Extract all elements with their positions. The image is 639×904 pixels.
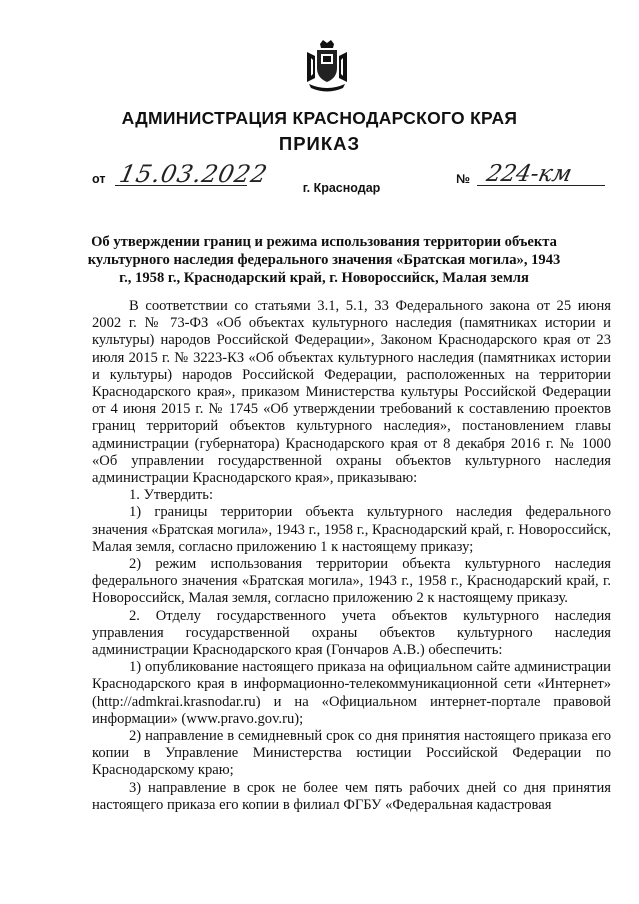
date-label: от [92, 172, 106, 186]
city-label: г. Краснодар [302, 181, 381, 195]
paragraph-item-2-3: 3) направление в срок не более чем пять рабочих дней со дня принятия настоящего приказа его копии в филиал ФГБУ «Федеральная кадастровая [92, 779, 611, 813]
document-title: Об утверждении границ и режима использования территории объекта культурного наследия федерального значения «Братская могила», 1943 г., 1958 г., Краснодарский край, г. Новороссийск, Малая земля [87, 234, 561, 286]
paragraph-item-2-1: 1) опубликование настоящего приказа на официальном сайте администрации Краснодарского края в информационно-телекоммуникационной сети «Интернет» (http://admkrai.krasnodar.ru) и на «Официальном интернет-портале правовой информации» (www.pravo.gov.ru); [92, 659, 611, 727]
coat-of-arms-icon [303, 38, 351, 94]
document-type: ПРИКАЗ [278, 133, 361, 154]
handwritten-number: 224-км [484, 161, 575, 187]
document-body [92, 298, 611, 814]
paragraph-item-2-2: 2) направление в семидневный срок со дня принятия настоящего приказа его копии в Управление Министерства юстиции Российской Федерации по Краснодарскому краю; [92, 728, 611, 779]
paragraph-preamble: В соответствии со статьями 3.1, 5.1, 33 Федерального закона от 25 июня 2002 г. № 73-ФЗ «Об объектах культурного наследия (памятниках истории и культуры) народов Российской Федерации», Законом Краснодарского края от 23 июля 2015 г. № 3223-КЗ «Об объектах культурного наследия (памятниках истории и культуры) народов Российской Федерации, расположенных на территории Краснодарского края», приказом Министерства культуры Российской Федерации от 4 июня 2015 г. № 1745 «Об утверждении требований к составлению проектов границ территорий объектов культурного наследия», постановлением главы администрации (губернатора) Краснодарского края от 8 декабря 2016 г. № 1000 «Об управлении государственной охраны объектов культурного наследия администрации Краснодарского края», приказываю: [92, 298, 611, 487]
handwritten-date: 15.03.2022 [117, 160, 271, 188]
organization-name: АДМИНИСТРАЦИЯ КРАСНОДАРСКОГО КРАЯ [121, 108, 518, 128]
number-underline [477, 185, 605, 186]
paragraph-item-1: 1. Утвердить: [129, 487, 214, 504]
paragraph-item-2: 2. Отделу государственного учета объектов культурного наследия управления государственной охраны объектов культурного наследия администрации Краснодарского края (Гончаров А.В.) обеспечить: [92, 607, 611, 659]
paragraph-item-1-1: 1) границы территории объекта культурного наследия федерального значения «Братская могила», 1943 г., 1958 г., Краснодарский край, г. Новороссийск, Малая земля, согласно приложению 1 к настоящему приказу; [92, 504, 611, 555]
paragraph-item-1-2: 2) режим использования территории объекта культурного наследия федерального значения «Братская могила», 1943 г., 1958 г., Краснодарский край, г. Новороссийск, Малая земля, согласно приложению 2 к настоящему приказу. [92, 556, 611, 607]
coat-of-arms-emblem [303, 38, 351, 94]
number-label: № [456, 172, 470, 186]
